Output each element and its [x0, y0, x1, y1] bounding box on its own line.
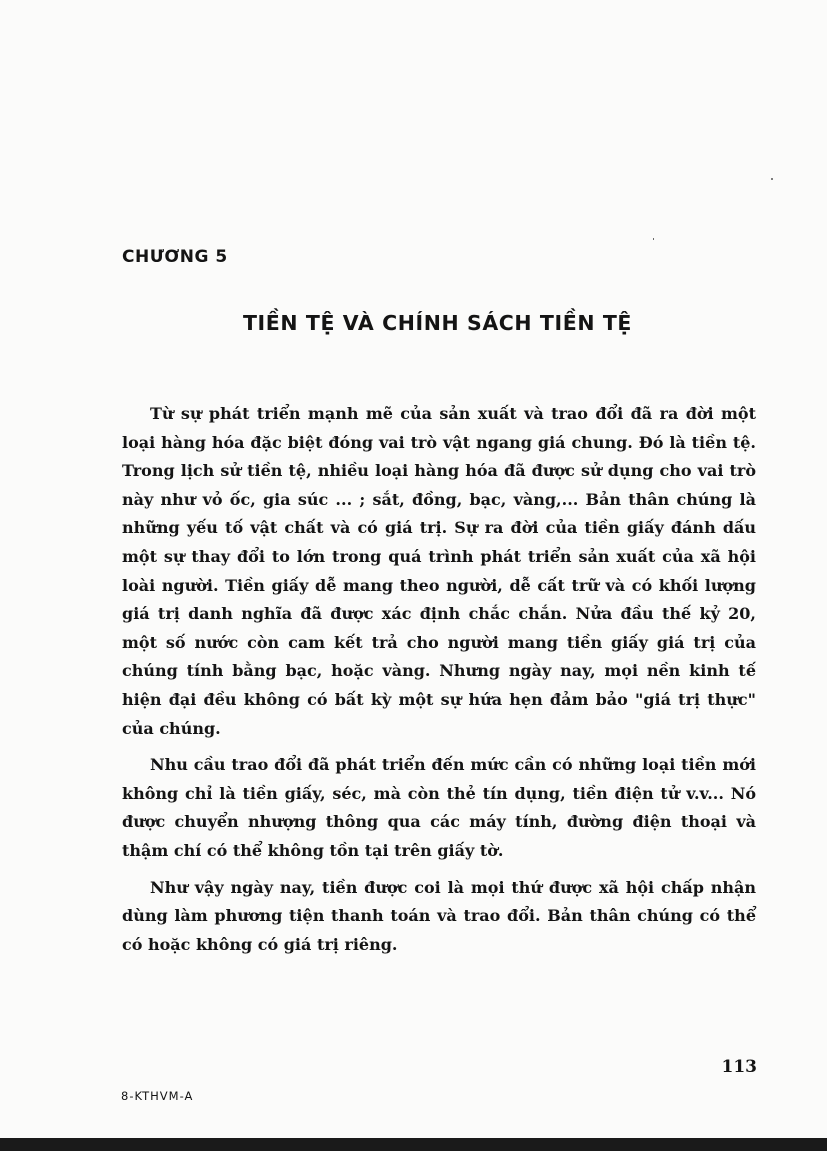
chapter-title: TIỀN TỆ VÀ CHÍNH SÁCH TIỀN TỆ [242, 311, 633, 335]
paragraph-3: Như vậy ngày nay, tiền được coi là mọi thứ được xã hội chấp nhận dùng làm phương tiện thanh toán và trao đổi. Bản thân chúng có thể có hoặc không có giá trị riêng. [122, 877, 756, 954]
scan-bottom-edge [0, 1138, 827, 1151]
paragraph-1: Từ sự phát triển mạnh mẽ của sản xuất và trao đổi đã ra đời một loại hàng hóa đặc biệt đóng vai trò vật ngang giá chung. Đó là tiền tệ. Trong lịch sử tiền tệ, nhiều loại hàng hóa đã được sử dụng cho vai trò này như vỏ ốc, gia súc ... ; sắt, đồng, bạc, vàng,... Bản thân chúng là những yếu tố vật chất và có giá trị. Sự ra đời của tiền giấy đánh dấu một sự thay đổi to lớn trong quá trình phát triển sản xuất của xã hội loài người. Tiền giấy dễ mang theo người, dễ cất trữ và có khối lượng giá trị danh nghĩa đã được xác định chắc chắn. Nửa đầu thế kỷ 20, một số nước còn cam kết trả cho người mang tiền giấy giá trị của chúng tính bằng bạc, hoặc vàng. Nhưng ngày nay, mọi nền kinh tế hiện đại đều không có bất kỳ một sự hứa hẹn đảm bảo "giá trị thực" của chúng. [122, 404, 756, 738]
paragraph-2: Nhu cầu trao đổi đã phát triển đến mức cần có những loại tiền mới không chỉ là tiền giấy, séc, mà còn thẻ tín dụng, tiền điện tử v.v... Nó được chuyển nhượng thông qua các máy tính, đường điện thoại và thậm chí có thể không tồn tại trên giấy tờ. [122, 755, 756, 860]
scan-speck [653, 238, 654, 240]
scan-speck [771, 178, 773, 180]
footer-code: 8-KTHVM-A [121, 1089, 194, 1103]
body-text [122, 400, 756, 967]
page-number: 113 [721, 1057, 757, 1077]
chapter-label: CHƯƠNG 5 [122, 247, 228, 267]
